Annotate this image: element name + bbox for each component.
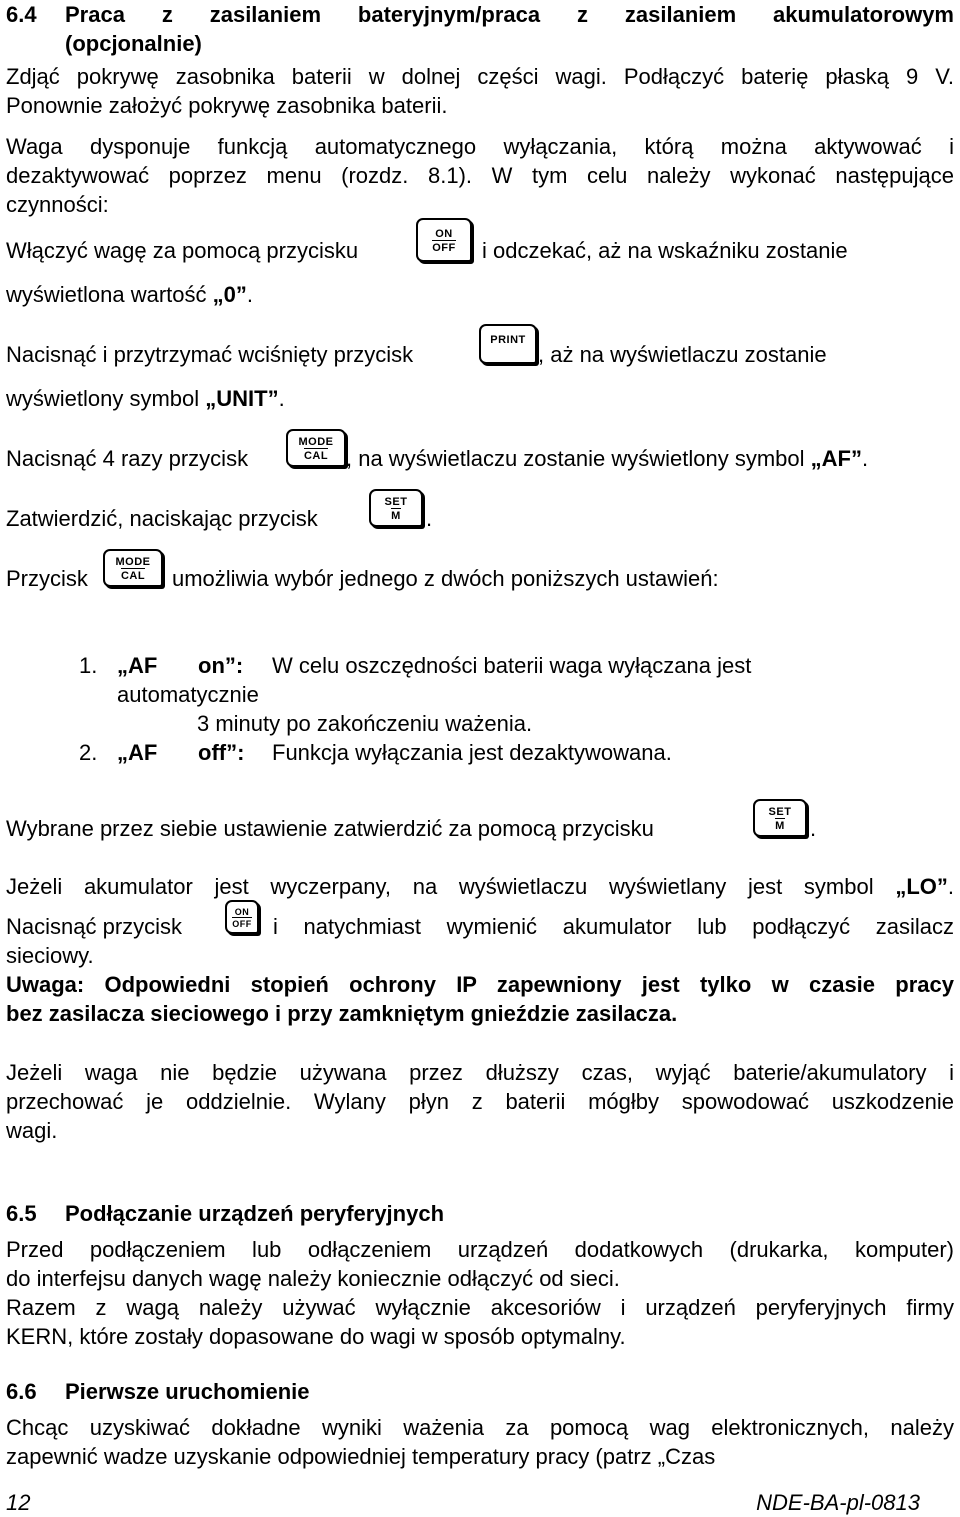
paragraph-line: Zdjąć pokrywę zasobnika baterii w dolnej części wagi. Podłączyć baterię płaską 9 V. [6, 64, 954, 89]
punctuation: . [246, 282, 254, 307]
section-number: 6.6 [6, 1379, 37, 1404]
paragraph-line: czynności: [6, 192, 109, 217]
list-item [79, 651, 954, 680]
instruction-text: Wybrane przez siebie ustawienie zatwierdzić za pomocą przycisku [6, 816, 654, 841]
instruction-text: Nacisnąć i przytrzymać wciśnięty przycisk [6, 342, 414, 367]
option-state: off”: [198, 740, 245, 765]
paragraph-line: przechować je oddzielnie. Wylany płyn z baterii mógłby spowodować uszkodzenie [6, 1089, 954, 1114]
key-label-print: PRINT [490, 334, 526, 346]
paragraph-line: Waga dysponuje funkcją automatycznego wyłączania, którą można aktywować i [6, 134, 954, 159]
paragraph-line: zapewnić wadze uzyskanie odpowiedniej temperatury pracy (patrz „Czas [6, 1444, 716, 1469]
key-label-set: SET [768, 806, 792, 818]
mode-cal-key-icon [286, 429, 346, 467]
instruction-line [346, 444, 954, 473]
section-title: Praca z zasilaniem bateryjnym/praca z zasilaniem akumulatorowym [65, 2, 954, 27]
list-number: 2. [79, 740, 98, 765]
instruction-text: i odczekać, aż na wskaźniku zostanie [482, 238, 848, 263]
option-description-cont: 3 minuty po zakończeniu ważenia. [197, 711, 533, 736]
punctuation: . [426, 506, 433, 531]
punctuation: . [947, 874, 954, 899]
display-value: „0” [212, 282, 247, 307]
key-label-on: ON [435, 228, 453, 240]
paragraph-line: Chcąc uzyskiwać dokładne wyniki ważenia za pomocą wag elektronicznych, należy [6, 1415, 954, 1440]
paragraph-line: Razem z wagą należy używać wyłącznie akcesoriów i urządzeń peryferyjnych firmy [6, 1295, 954, 1320]
paragraph-text: Jeżeli akumulator jest wyczerpany, na wyświetlaczu wyświetlany jest symbol [6, 874, 896, 899]
list-item [79, 738, 954, 767]
key-label-on: ON [234, 907, 250, 917]
key-label-mode: MODE [298, 436, 334, 448]
on-off-key-icon [225, 900, 259, 934]
option-description: W celu oszczędności baterii waga wyłączana jest [272, 653, 752, 678]
punctuation: . [810, 816, 817, 841]
mode-cal-key-icon [103, 549, 163, 587]
set-m-key-icon [369, 489, 423, 527]
option-description: Funkcja wyłączania jest dezaktywowana. [272, 740, 672, 765]
option-description-cont: automatycznie [117, 682, 259, 707]
option-state: on”: [198, 653, 244, 678]
section-title: Pierwsze uruchomienie [65, 1379, 310, 1404]
list-number: 1. [79, 653, 98, 678]
paragraph-line: Przed podłączeniem lub odłączeniem urządzeń dodatkowych (drukarka, komputer) [6, 1237, 954, 1262]
section-heading-6-6 [6, 1377, 310, 1406]
key-label-cal: CAL [120, 570, 146, 582]
punctuation: . [278, 386, 285, 411]
display-value: „AF” [810, 446, 862, 471]
instruction-text: umożliwia wybór jednego z dwóch poniższych ustawień: [172, 566, 719, 591]
paragraph-line: Ponownie założyć pokrywę zasobnika baterii. [6, 93, 448, 118]
display-value: „UNIT” [205, 386, 279, 411]
instruction-text: Włączyć wagę za pomocą przycisku [6, 238, 359, 263]
instruction-text: , aż na wyświetlaczu zostanie [538, 342, 827, 367]
option-code: „AF [117, 740, 158, 765]
section-heading-6-5 [6, 1199, 444, 1228]
instruction-text: Przycisk [6, 566, 88, 591]
page-number: 12 [6, 1490, 31, 1515]
option-code: „AF [117, 653, 158, 678]
key-label-m: M [775, 820, 785, 832]
paragraph-line: wagi. [6, 1118, 58, 1143]
paragraph-line [6, 872, 954, 901]
paragraph-line: dezaktywować poprzez menu (rozdz. 8.1). W tym celu należy wykonać następujące [6, 163, 954, 188]
document-id: NDE-BA-pl-0813 [756, 1490, 920, 1515]
paragraph-line: KERN, które zostały dopasowane do wagi w sposób optymalny. [6, 1324, 626, 1349]
paragraph-text: i natychmiast wymienić akumulator lub podłączyć zasilacz [273, 914, 954, 939]
section-title-cont: (opcjonalnie) [65, 31, 202, 56]
key-label-m: M [391, 510, 401, 522]
set-m-key-icon [753, 799, 807, 837]
section-heading-6-4 [6, 0, 65, 29]
instruction-line [6, 384, 954, 413]
paragraph-text: sieciowy. [6, 943, 94, 968]
instruction-text: Nacisnąć 4 razy przycisk [6, 446, 249, 471]
key-label-mode: MODE [115, 556, 151, 568]
instruction-text: wyświetlony symbol [6, 386, 206, 411]
key-label-set: SET [384, 496, 408, 508]
warning-text: bez zasilacza sieciowego i przy zamkniętym gnieździe zasilacza. [6, 1001, 678, 1026]
warning-text: Uwaga: Odpowiedni stopień ochrony IP zapewniony jest tylko w czasie pracy [6, 972, 954, 997]
paragraph-line: Jeżeli waga nie będzie używana przez dłuższy czas, wyjąć baterie/akumulatory i [6, 1060, 954, 1085]
key-label-off: OFF [432, 242, 456, 254]
key-label-cal: CAL [303, 450, 329, 462]
punctuation: . [861, 446, 869, 471]
paragraph-text: Nacisnąć przycisk [6, 914, 183, 939]
section-number: 6.4 [6, 2, 37, 27]
section-number: 6.5 [6, 1201, 37, 1226]
paragraph-line: do interfejsu danych wagę należy koniecznie odłączyć od sieci. [6, 1266, 620, 1291]
instruction-text: , na wyświetlaczu zostanie wyświetlony symbol [346, 446, 811, 471]
print-key-icon [479, 324, 537, 364]
key-label-off: OFF [232, 919, 252, 929]
section-title: Podłączanie urządzeń peryferyjnych [65, 1201, 445, 1226]
instruction-text: wyświetlona wartość [6, 282, 213, 307]
instruction-text: Zatwierdzić, naciskając przycisk [6, 506, 318, 531]
on-off-key-icon [416, 218, 472, 262]
instruction-line [6, 280, 954, 309]
display-value: „LO” [895, 874, 948, 899]
